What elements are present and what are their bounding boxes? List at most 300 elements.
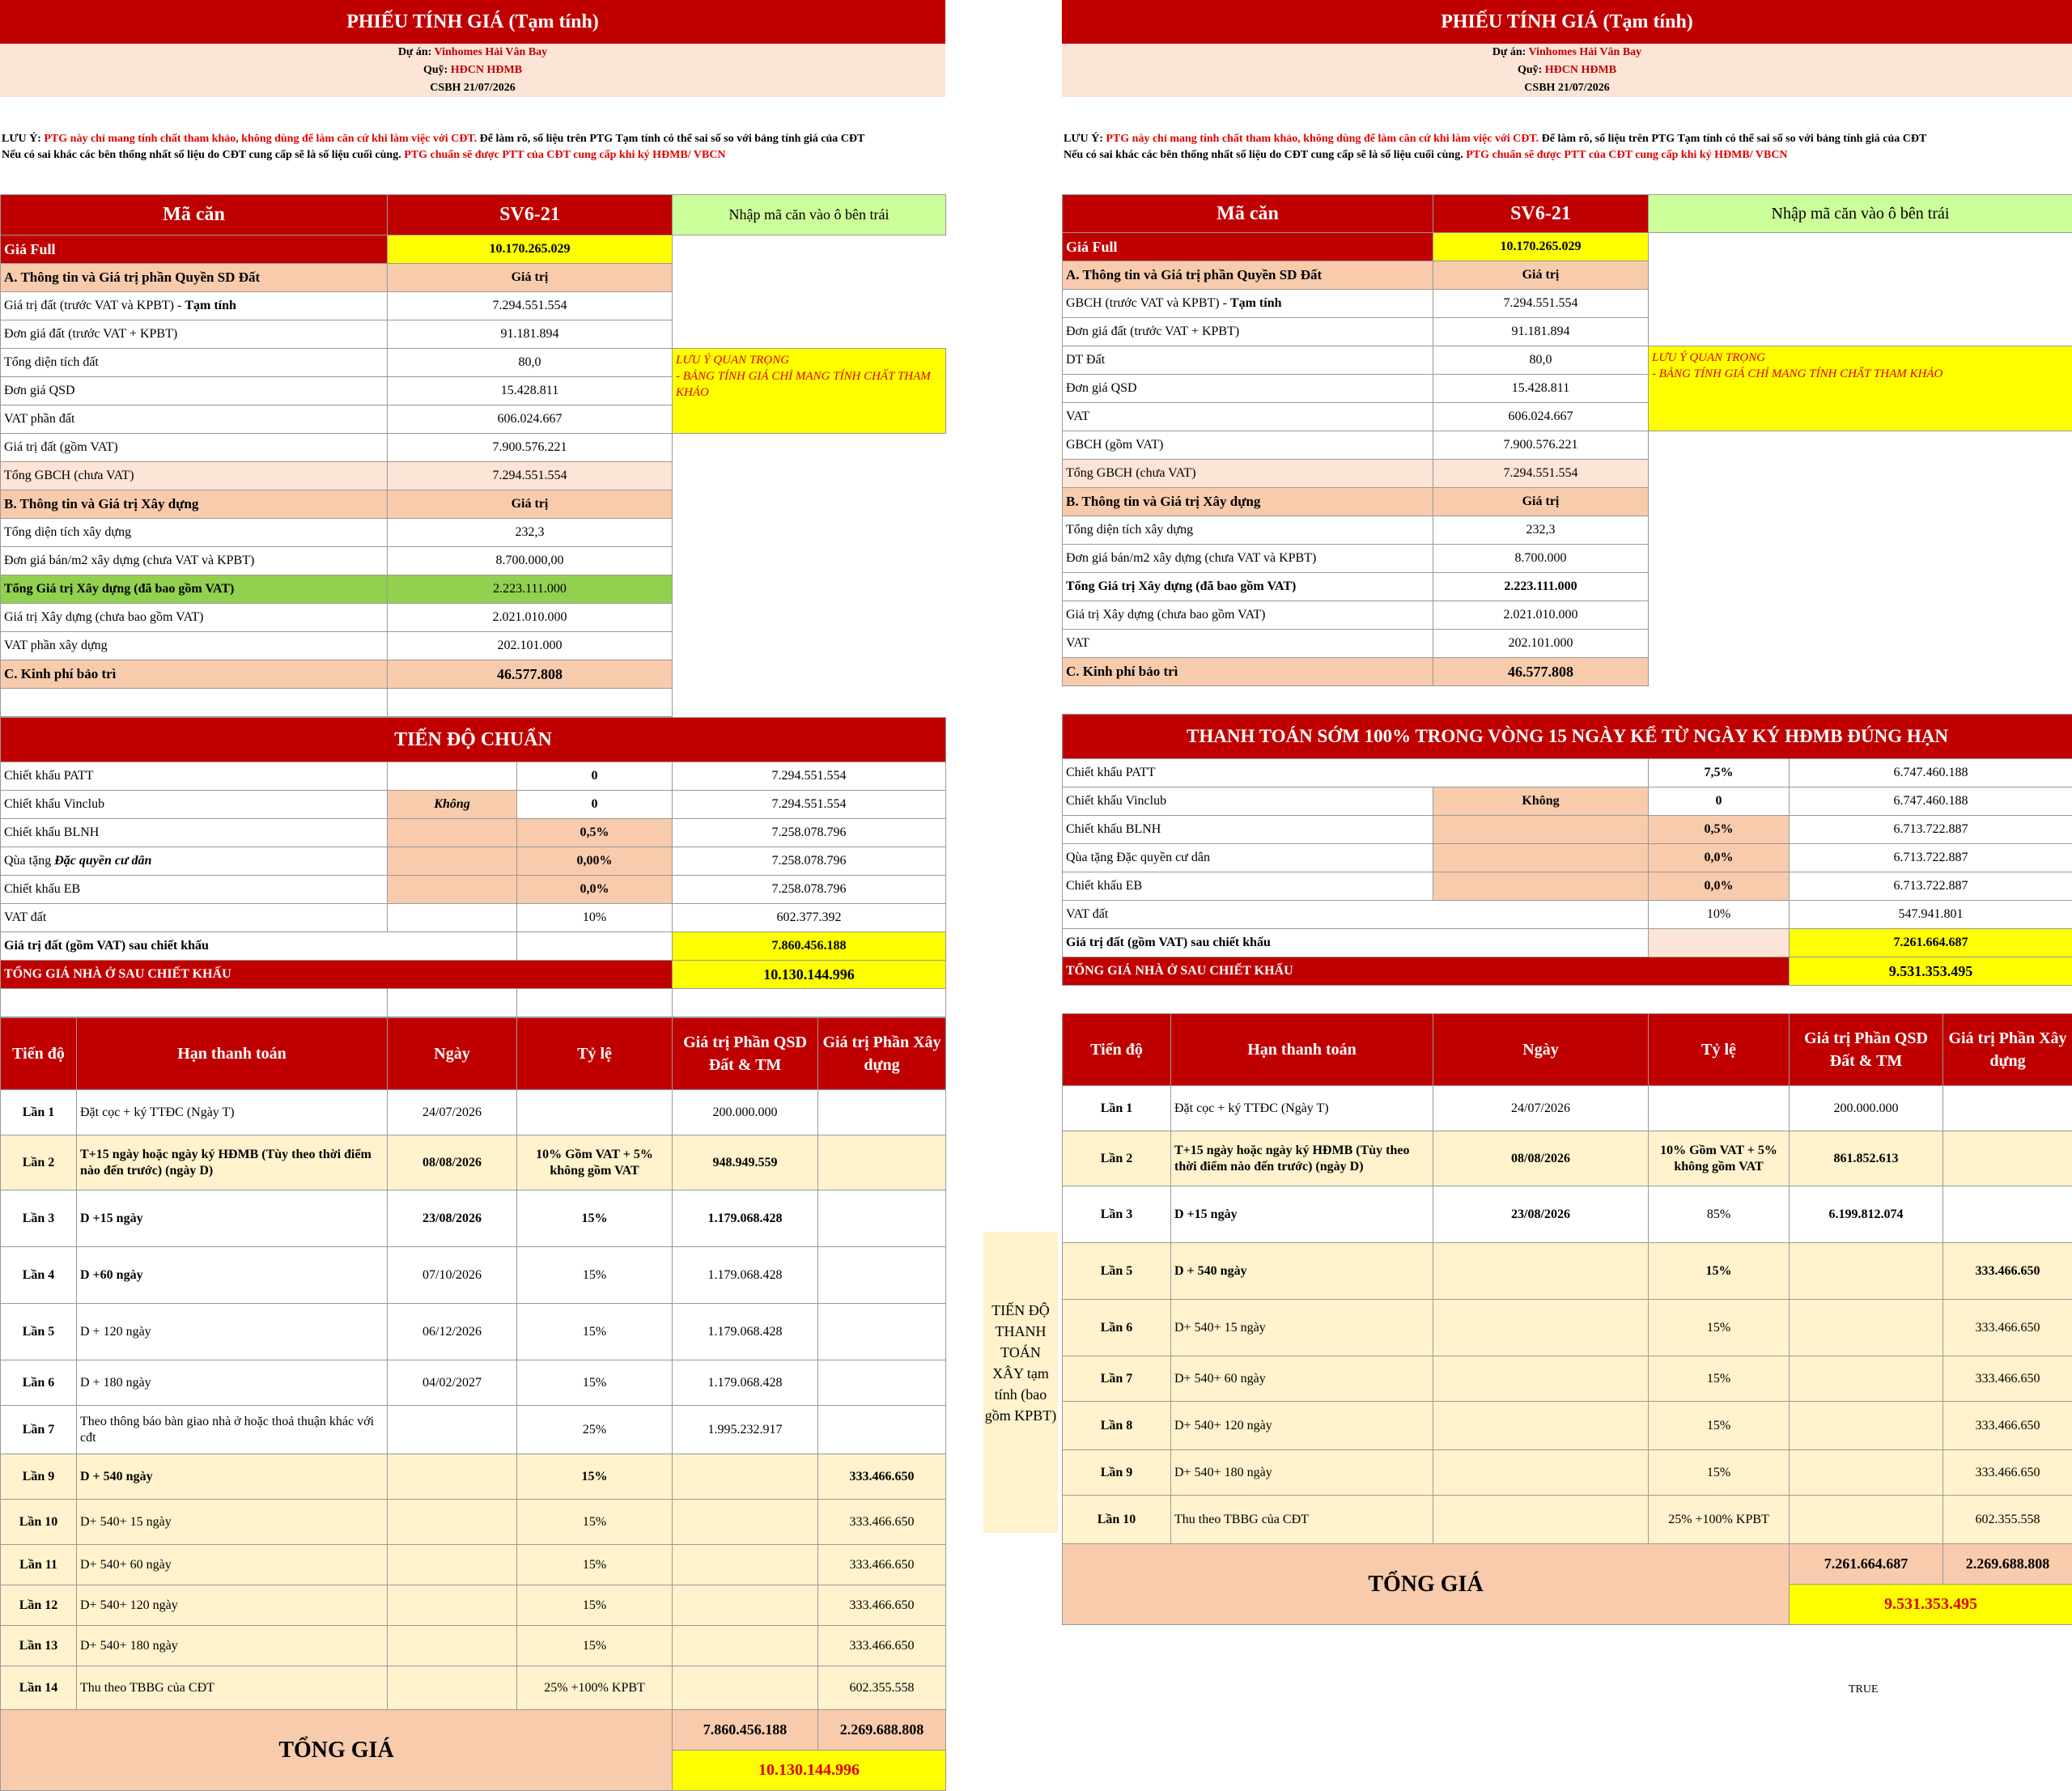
table-cell: 1.179.068.428 — [673, 1360, 818, 1406]
disc-pct: 0 — [517, 762, 673, 791]
b-row-value: 202.101.000 — [388, 632, 673, 660]
text-fragment: Quỹ: — [423, 64, 451, 76]
a-row-label: Tổng GBCH (chưa VAT) — [1063, 460, 1433, 488]
vat-dat-label: VAT đất — [1063, 901, 1649, 929]
empty-cell — [1943, 1131, 2072, 1186]
empty-cell — [673, 575, 946, 604]
empty-cell — [388, 1500, 517, 1545]
table-cell: D+ 540+ 60 ngày — [77, 1545, 388, 1585]
table-row — [1, 1406, 946, 1454]
b-row-label: VAT phần xây dựng — [1, 632, 388, 660]
table-row — [1063, 1086, 2072, 1131]
section-c-title: C. Kinh phí bảo trì — [1, 660, 388, 689]
csbh-line: CSBH 21/07/2026 — [0, 79, 945, 97]
a-row-value: 7.900.576.221 — [1433, 431, 1649, 460]
empty-cell — [818, 1190, 946, 1247]
left-price-sheet — [0, 0, 945, 1791]
empty-cell — [1649, 1086, 1790, 1131]
empty-cell — [517, 989, 673, 1017]
b-row-label: Giá trị Xây dựng (chưa bao gồm VAT) — [1, 604, 388, 632]
gia-full-label: Giá Full — [1063, 233, 1433, 261]
table-row — [1063, 1131, 2072, 1186]
table-cell: 602.355.558 — [1943, 1496, 2072, 1544]
table-cell: 15% — [517, 1454, 673, 1500]
table-row — [1, 1666, 946, 1710]
table-cell: 24/07/2026 — [1433, 1086, 1649, 1131]
section-a-title: A. Thông tin và Giá trị phần Quyền SD Đất — [1, 264, 388, 292]
table-cell: 25% +100% KPBT — [517, 1666, 673, 1710]
table-cell: 25% +100% KPBT — [1649, 1496, 1790, 1544]
empty-cell — [388, 1666, 517, 1710]
table-row — [1063, 1356, 2072, 1402]
disc-label: Chiết khấu BLNH — [1, 819, 388, 847]
table-cell: 04/02/2027 — [388, 1360, 517, 1406]
a-row-value: 606.024.667 — [388, 405, 673, 434]
th-ngay: Ngày — [1433, 1014, 1649, 1086]
disc-value: 7.258.078.796 — [673, 847, 946, 876]
empty-cell — [388, 762, 517, 791]
right-header-table — [1062, 0, 2072, 194]
table-cell: Lần 7 — [1063, 1356, 1171, 1402]
b-row-label: Giá trị Xây dựng (chưa bao gồm VAT) — [1063, 601, 1433, 630]
a-row-value: 7.294.551.554 — [388, 292, 673, 320]
right-info-table — [1062, 194, 2072, 714]
disc-value: 6.713.722.887 — [1790, 872, 2072, 901]
table-cell: D + 540 ngày — [77, 1454, 388, 1500]
table-cell: Lần 6 — [1, 1360, 77, 1406]
table-cell: 333.466.650 — [1943, 1450, 2072, 1496]
gtd-value: 7.261.664.687 — [1790, 929, 2072, 957]
empty-cell — [1649, 460, 2072, 488]
table-row — [1, 1585, 946, 1626]
empty-cell — [673, 1585, 818, 1626]
table-cell: 6.199.812.074 — [1790, 1186, 1943, 1243]
vinclub-select[interactable]: Không — [1433, 787, 1649, 816]
sheet-title: PHIẾU TÍNH GIÁ (Tạm tính) — [1062, 0, 2072, 44]
empty-cell — [388, 819, 517, 847]
empty-cell — [517, 932, 673, 961]
vinclub-select[interactable]: Không — [388, 791, 517, 819]
table-cell: 25% — [517, 1406, 673, 1454]
b-row-label: Đơn giá bán/m2 xây dựng (chưa VAT và KPBT) — [1063, 545, 1433, 573]
right-discount-table — [1062, 714, 2072, 1013]
empty-cell — [673, 989, 946, 1017]
gia-full-label: Giá Full — [1, 236, 388, 264]
empty-cell — [673, 1500, 818, 1545]
text-fragment: PTG chuẩn sẽ được PTT của CĐT cung cấp khi ký HĐMB/ VBCN — [1463, 149, 1788, 161]
empty-cell — [1433, 1356, 1649, 1402]
table-cell: D +15 ngày — [1171, 1186, 1433, 1243]
th-xd: Giá trị Phần Xây dựng — [1943, 1014, 2072, 1086]
table-cell: 200.000.000 — [1790, 1086, 1943, 1131]
th-xd: Giá trị Phần Xây dựng — [818, 1018, 946, 1090]
table-cell: 15% — [517, 1545, 673, 1585]
text-fragment: LƯU Ý QUAN TRỌNG — [1652, 351, 1765, 364]
empty-cell — [673, 292, 946, 320]
table-cell: Lần 7 — [1, 1406, 77, 1454]
tong-gia-label: TỔNG GIÁ — [1063, 1544, 1790, 1625]
table-cell: 1.179.068.428 — [673, 1190, 818, 1247]
empty-cell — [818, 1090, 946, 1135]
table-cell: D+ 540+ 180 ngày — [1171, 1450, 1433, 1496]
b-row-value: 232,3 — [388, 519, 673, 547]
a-row-value: 7.294.551.554 — [1433, 460, 1649, 488]
ma-can-label: Mã căn — [1063, 195, 1433, 233]
important-warning — [673, 349, 946, 434]
a-row-value: 91.181.894 — [388, 320, 673, 349]
section-a-col: Giá trị — [1433, 261, 1649, 290]
tong-all: 10.130.144.996 — [673, 1751, 946, 1791]
table-row — [1063, 1300, 2072, 1356]
construction-schedule-side-label: TIẾN ĐỘ THANH TOÁN XÂY tạm tính (bao gồm KPBT) — [983, 1232, 1058, 1533]
table-cell: 07/10/2026 — [388, 1247, 517, 1304]
table-cell: Lần 11 — [1, 1545, 77, 1585]
a-row-label — [1063, 290, 1433, 318]
table-cell: 24/07/2026 — [388, 1090, 517, 1135]
text-fragment: Qùa tặng — [4, 854, 54, 868]
empty-cell — [388, 689, 673, 717]
disclaimer-note — [1062, 97, 2072, 194]
text-fragment: Dự án: — [398, 46, 435, 58]
table-cell: D+ 540+ 120 ngày — [1171, 1402, 1433, 1450]
section-c-value: 46.577.808 — [388, 660, 673, 689]
disclaimer-note — [0, 97, 945, 194]
fund-line — [0, 62, 945, 79]
text-fragment: Giá trị đất (trước VAT và KPBT) - — [4, 299, 185, 312]
table-cell: T+15 ngày hoặc ngày ký HĐMB (Tùy theo thời điểm nào đến trước) (ngày D) — [77, 1135, 388, 1190]
empty-cell — [818, 1135, 946, 1190]
text-fragment: Tạm tính — [1230, 296, 1282, 310]
text-fragment: Vinhomes Hải Vân Bay — [1529, 46, 1642, 58]
text-fragment: PTG này chỉ mang tính chất tham khảo, không dùng để làm căn cứ khi làm việc với CĐT. — [44, 133, 477, 145]
table-cell: 10% Gồm VAT + 5% không gồm VAT — [1649, 1131, 1790, 1186]
empty-cell — [673, 519, 946, 547]
table-cell: Theo thông báo bàn giao nhà ở hoặc thoả thuận khác với cđt — [77, 1406, 388, 1454]
empty-cell — [1433, 986, 1649, 1014]
empty-cell — [673, 1454, 818, 1500]
table-cell: 23/08/2026 — [388, 1190, 517, 1247]
table-cell: D +15 ngày — [77, 1190, 388, 1247]
important-warning — [1649, 346, 2072, 431]
schedule-band-title: TIẾN ĐỘ CHUẨN — [1, 718, 946, 762]
disc-label: Chiết khấu EB — [1, 876, 388, 904]
empty-cell — [1790, 1356, 1943, 1402]
empty-cell — [673, 632, 946, 660]
disc-pct: 0 — [517, 791, 673, 819]
table-cell: 15% — [517, 1247, 673, 1304]
empty-cell — [1649, 658, 2072, 686]
text-fragment: Nếu có sai khác các bên thống nhất số liệu do CĐT cung cấp sẽ là số liệu cuối cùng. — [1064, 149, 1463, 161]
gia-full-value: 10.170.265.029 — [1433, 233, 1649, 261]
section-c-value: 46.577.808 — [1433, 658, 1649, 686]
empty-cell — [673, 264, 946, 292]
b-row-value: 8.700.000 — [1433, 545, 1649, 573]
empty-cell — [1649, 233, 2072, 261]
table-cell: Lần 2 — [1063, 1131, 1171, 1186]
disc-value: 6.713.722.887 — [1790, 844, 2072, 872]
table-cell: 15% — [517, 1360, 673, 1406]
b-row-value: 2.223.111.000 — [1433, 573, 1649, 601]
text-fragment: LƯU Ý: — [1064, 133, 1106, 145]
table-cell: Lần 6 — [1063, 1300, 1171, 1356]
a-row-label: Đơn giá đất (trước VAT + KPBT) — [1063, 318, 1433, 346]
left-info-table — [0, 194, 946, 717]
table-row — [1, 1135, 946, 1190]
text-fragment: LƯU Ý QUAN TRỌNG — [676, 354, 789, 367]
empty-cell — [1790, 1496, 1943, 1544]
empty-cell — [388, 1406, 517, 1454]
table-row — [1, 1500, 946, 1545]
empty-cell — [388, 847, 517, 876]
a-row-label: Tổng GBCH (chưa VAT) — [1, 462, 388, 490]
table-cell: Đặt cọc + ký TTĐC (Ngày T) — [1171, 1086, 1433, 1131]
table-cell: Lần 9 — [1063, 1450, 1171, 1496]
table-cell: D+ 540+ 120 ngày — [77, 1585, 388, 1626]
empty-cell — [1649, 431, 2072, 460]
table-cell: 15% — [517, 1585, 673, 1626]
empty-cell — [1433, 844, 1649, 872]
b-row-value: 2.021.010.000 — [1433, 601, 1649, 630]
th-ngay: Ngày — [388, 1018, 517, 1090]
th-tien-do: Tiến độ — [1, 1018, 77, 1090]
table-cell: Lần 10 — [1063, 1496, 1171, 1544]
empty-cell — [388, 876, 517, 904]
table-cell: Lần 2 — [1, 1135, 77, 1190]
table-cell: 08/08/2026 — [388, 1135, 517, 1190]
table-cell: 333.466.650 — [818, 1626, 946, 1666]
a-row-label: Đơn giá QSD — [1063, 375, 1433, 403]
empty-cell — [388, 1545, 517, 1585]
b-row-label: Tổng diện tích xây dựng — [1, 519, 388, 547]
project-line — [1062, 44, 2072, 62]
table-cell: D + 540 ngày — [1171, 1243, 1433, 1300]
empty-cell — [1943, 1086, 2072, 1131]
true-flag: TRUE — [1849, 1683, 1879, 1696]
a-row-value: 7.900.576.221 — [388, 434, 673, 462]
table-row — [1063, 1402, 2072, 1450]
empty-cell — [1063, 686, 1433, 715]
empty-cell — [1, 989, 388, 1017]
b-row-value: 8.700.000,00 — [388, 547, 673, 575]
empty-cell — [1433, 686, 1649, 715]
left-header-table — [0, 0, 945, 194]
sheet-title: PHIẾU TÍNH GIÁ (Tạm tính) — [0, 0, 945, 44]
table-cell: Lần 9 — [1, 1454, 77, 1500]
empty-cell — [1649, 261, 2072, 290]
text-fragment: - BẢNG TÍNH GIÁ CHỈ MANG TÍNH CHẤT THAM KHẢO — [1652, 367, 1942, 380]
table-cell: D+ 540+ 15 ngày — [77, 1500, 388, 1545]
th-han: Hạn thanh toán — [1171, 1014, 1433, 1086]
table-cell: Lần 3 — [1, 1190, 77, 1247]
text-fragment: Vinhomes Hải Vân Bay — [435, 46, 548, 58]
empty-cell — [673, 1626, 818, 1666]
table-cell: D+ 540+ 15 ngày — [1171, 1300, 1433, 1356]
text-fragment: GBCH (trước VAT và KPBT) - — [1066, 296, 1230, 310]
text-fragment: - BẢNG TÍNH GIÁ CHỈ MANG TÍNH CHẤT THAM KHẢO — [676, 370, 931, 399]
b-row-label: Tổng Giá trị Xây dựng (đã bao gồm VAT) — [1063, 573, 1433, 601]
a-row-label: VAT phần đất — [1, 405, 388, 434]
table-row — [1063, 1243, 2072, 1300]
empty-cell — [673, 547, 946, 575]
ma-can-input[interactable]: SV6-21 — [1433, 195, 1649, 233]
vat-dat-pct: 10% — [517, 904, 673, 932]
table-row — [1, 1190, 946, 1247]
empty-cell — [673, 1666, 818, 1710]
tong-dat: 7.860.456.188 — [673, 1710, 818, 1751]
table-cell: 333.466.650 — [1943, 1300, 2072, 1356]
table-cell: T+15 ngày hoặc ngày ký HĐMB (Tùy theo thời điểm nào đến trước) (ngày D) — [1171, 1131, 1433, 1186]
empty-cell — [1790, 1300, 1943, 1356]
b-row-value: 232,3 — [1433, 516, 1649, 545]
empty-cell — [1649, 545, 2072, 573]
text-fragment: LƯU Ý: — [2, 133, 44, 145]
a-row-label: VAT — [1063, 403, 1433, 431]
section-a-title: A. Thông tin và Giá trị phần Quyền SD Đất — [1063, 261, 1433, 290]
table-cell: Lần 10 — [1, 1500, 77, 1545]
empty-cell — [673, 320, 946, 349]
table-cell: 200.000.000 — [673, 1090, 818, 1135]
disc-pct: 0,5% — [517, 819, 673, 847]
b-row-label: Đơn giá bán/m2 xây dựng (chưa VAT và KPBT) — [1, 547, 388, 575]
table-cell: Thu theo TBBG của CĐT — [1171, 1496, 1433, 1544]
empty-cell — [1649, 986, 1790, 1014]
text-fragment: Dự án: — [1492, 46, 1529, 58]
disc-value: 7.294.551.554 — [673, 762, 946, 791]
text-fragment: HĐCN HĐMB — [451, 64, 522, 76]
table-cell: 15% — [517, 1190, 673, 1247]
section-b-title: B. Thông tin và Giá trị Xây dựng — [1063, 488, 1433, 516]
table-cell: 333.466.650 — [818, 1545, 946, 1585]
table-row — [1, 1090, 946, 1135]
b-row-value: 2.223.111.000 — [388, 575, 673, 604]
a-row-value: 80,0 — [388, 349, 673, 377]
empty-cell — [388, 989, 517, 1017]
empty-cell — [1649, 686, 2072, 715]
table-cell: 15% — [1649, 1402, 1790, 1450]
empty-cell — [1433, 872, 1649, 901]
table-row — [1, 1360, 946, 1406]
vat-dat-value: 602.377.392 — [673, 904, 946, 932]
tong-gia-label: TỔNG GIÁ — [1, 1710, 673, 1791]
table-cell: D+ 540+ 60 ngày — [1171, 1356, 1433, 1402]
a-row-value: 15.428.811 — [1433, 375, 1649, 403]
b-row-value: 202.101.000 — [1433, 630, 1649, 658]
disc-label — [1, 847, 388, 876]
empty-cell — [1433, 816, 1649, 844]
empty-cell — [673, 604, 946, 632]
text-fragment: Để làm rõ, số liệu trên PTG Tạm tính có thể sai số so với bảng tính giá của CĐT — [1539, 133, 1926, 145]
tong-nha-label: TỔNG GIÁ NHÀ Ở SAU CHIẾT KHẤU — [1063, 957, 1790, 986]
disc-pct: 0,0% — [1649, 872, 1790, 901]
disc-label: Chiết khấu BLNH — [1063, 816, 1433, 844]
table-cell: 333.466.650 — [1943, 1243, 2072, 1300]
csbh-line: CSBH 21/07/2026 — [1062, 79, 2072, 97]
text-fragment: HĐCN HĐMB — [1545, 64, 1616, 76]
table-cell: D+ 540+ 180 ngày — [77, 1626, 388, 1666]
table-cell: Lần 12 — [1, 1585, 77, 1626]
section-b-col: Giá trị — [388, 490, 673, 519]
table-cell: Lần 1 — [1063, 1086, 1171, 1131]
table-cell: Lần 5 — [1063, 1243, 1171, 1300]
ma-can-input[interactable]: SV6-21 — [388, 195, 673, 236]
disc-pct: 0,0% — [1649, 844, 1790, 872]
th-ty-le: Tỷ lệ — [1649, 1014, 1790, 1086]
empty-cell — [1649, 318, 2072, 346]
gtd-label: Giá trị đất (gồm VAT) sau chiết khấu — [1, 932, 517, 961]
table-row — [1, 1626, 946, 1666]
empty-cell — [1649, 573, 2072, 601]
table-cell: 333.466.650 — [1943, 1402, 2072, 1450]
disc-label: Chiết khấu EB — [1063, 872, 1433, 901]
table-cell: 06/12/2026 — [388, 1304, 517, 1360]
b-row-label: Tổng Giá trị Xây dựng (đã bao gồm VAT) — [1, 575, 388, 604]
a-row-label: GBCH (gồm VAT) — [1063, 431, 1433, 460]
tong-xd: 2.269.688.808 — [1943, 1544, 2072, 1585]
tong-nha-label: TỔNG GIÁ NHÀ Ở SAU CHIẾT KHẤU — [1, 961, 673, 989]
vat-dat-pct: 10% — [1649, 901, 1790, 929]
th-tien-do: Tiến độ — [1063, 1014, 1171, 1086]
empty-cell — [1433, 1402, 1649, 1450]
empty-cell — [1, 689, 388, 717]
empty-cell — [673, 236, 946, 264]
empty-cell — [388, 1626, 517, 1666]
th-dat: Giá trị Phần QSD Đất & TM — [1790, 1014, 1943, 1086]
table-cell: 333.466.650 — [818, 1454, 946, 1500]
fund-line — [1062, 62, 2072, 79]
th-ty-le: Tỷ lệ — [517, 1018, 673, 1090]
left-schedule-table — [0, 1017, 946, 1791]
tong-all: 9.531.353.495 — [1790, 1585, 2072, 1625]
project-line — [0, 44, 945, 62]
disc-pct: 0,5% — [1649, 816, 1790, 844]
disc-value: 7.258.078.796 — [673, 819, 946, 847]
disc-label: Chiết khấu PATT — [1063, 759, 1649, 787]
th-han: Hạn thanh toán — [77, 1018, 388, 1090]
empty-cell — [517, 1090, 673, 1135]
table-cell: 861.852.613 — [1790, 1131, 1943, 1186]
a-row-value: 15.428.811 — [388, 377, 673, 405]
empty-cell — [673, 490, 946, 519]
table-cell: 23/08/2026 — [1433, 1186, 1649, 1243]
empty-cell — [1433, 1243, 1649, 1300]
table-cell: 15% — [1649, 1356, 1790, 1402]
empty-cell — [388, 1454, 517, 1500]
b-row-label: Tổng diện tích xây dựng — [1063, 516, 1433, 545]
table-row — [1, 1454, 946, 1500]
table-cell: D + 180 ngày — [77, 1360, 388, 1406]
table-row — [1063, 1496, 2072, 1544]
a-row-value: 91.181.894 — [1433, 318, 1649, 346]
table-cell: Lần 3 — [1063, 1186, 1171, 1243]
table-cell: Lần 1 — [1, 1090, 77, 1135]
empty-cell — [1433, 1300, 1649, 1356]
text-fragment: Nếu có sai khác các bên thống nhất số liệu do CĐT cung cấp sẽ là số liệu cuối cùng. — [2, 149, 401, 161]
section-b-title: B. Thông tin và Giá trị Xây dựng — [1, 490, 388, 519]
table-cell: Lần 8 — [1063, 1402, 1171, 1450]
gtd-label: Giá trị đất (gồm VAT) sau chiết khấu — [1063, 929, 1649, 957]
empty-cell — [1649, 601, 2072, 630]
disc-label: Chiết khấu Vinclub — [1063, 787, 1433, 816]
empty-cell — [1433, 1496, 1649, 1544]
table-cell: 15% — [1649, 1243, 1790, 1300]
empty-cell — [1433, 1450, 1649, 1496]
disc-pct: 0 — [1649, 787, 1790, 816]
left-discount-table — [0, 717, 946, 1017]
empty-cell — [1943, 1186, 2072, 1243]
gtd-value: 7.860.456.188 — [673, 932, 946, 961]
empty-cell — [673, 660, 946, 689]
table-cell: 1.995.232.917 — [673, 1406, 818, 1454]
